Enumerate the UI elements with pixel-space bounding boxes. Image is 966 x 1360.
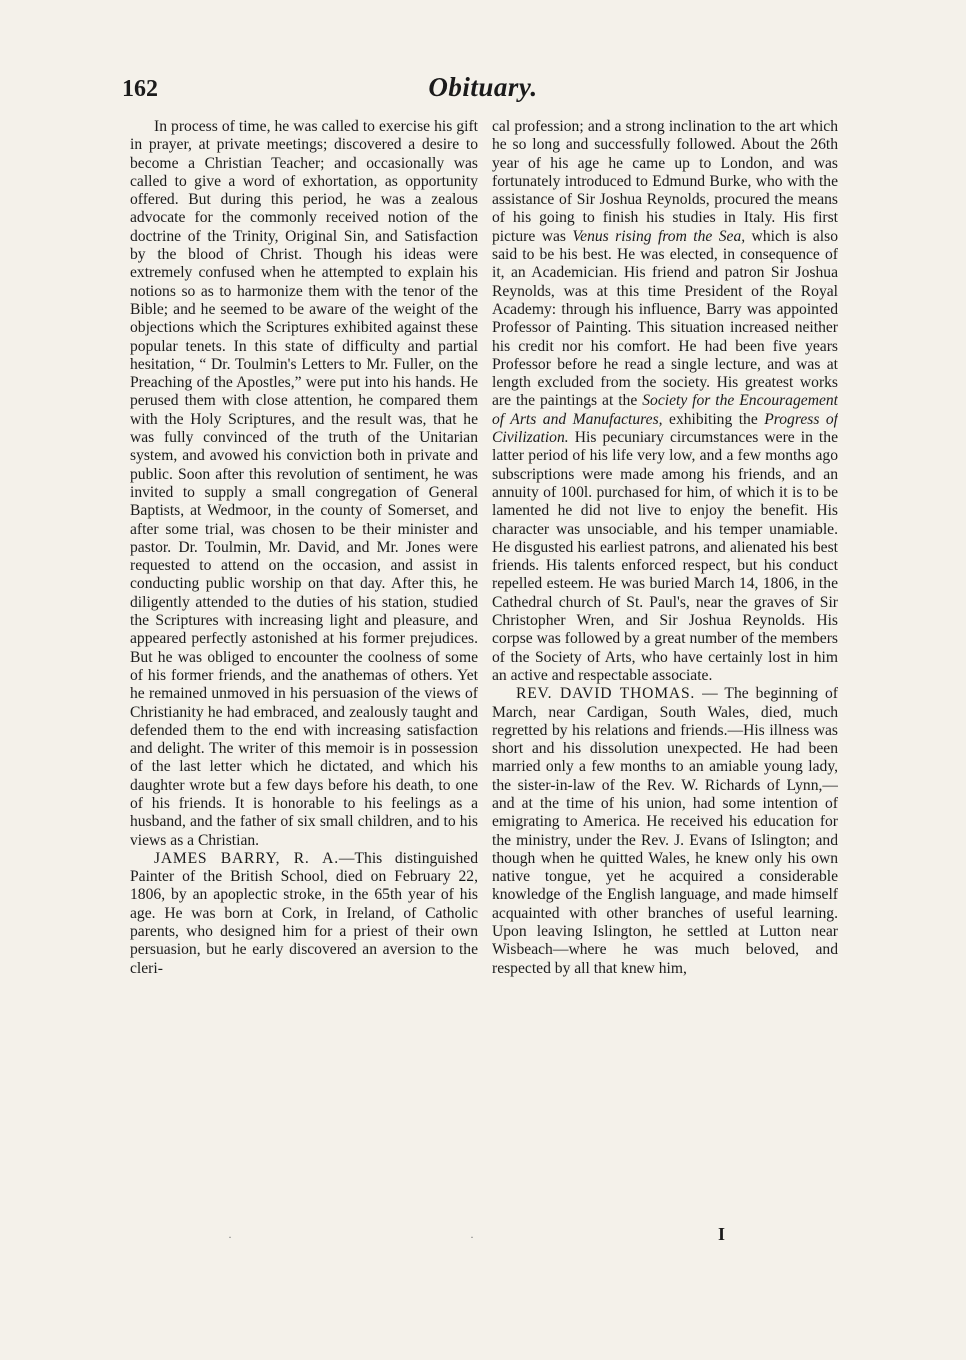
barry-cont-2: which is also said to be his best. He was elected, in consequence of it, an Academician. His friend and patron Sir Joshua Reynolds, was at this time President of the Royal Academy: through his influence, Barry was appointed Professor of Painting. This situation increased neither his credit nor his comfort. He had been five years Professor before he read a single lecture, and was at length excluded from the society. His greatest works are the paintings at the <box>492 227 838 410</box>
left-column <box>130 118 478 1228</box>
paragraph-memoir: In process of time, he was called to exercise his gift in prayer, at private meetings; discovered a desire to become a Christian Teacher; and occasionally was called to give a word of exhortation, as opportunity offered. But during this period, he was a zealous advocate for the commonly received notion of the doctrine of the Trinity, Original Sin, and Satisfaction by the blood of Christ. Though his ideas were extremely confused when he attempted to explain his notions so as to harmonize them with the tenor of the Bible; and he seemed to be aware of the weight of the objections which the Scriptures exhibited against these popular tenets. In this state of difficulty and partial hesitation, “ Dr. Toulmin's Letters to Mr. Fuller, on the Preaching of the Apostles,” were put into his hands. He perused them with close attention, he compared them with the Holy Scriptures, and the result was, that he was fully convinced of the truth of the Unitarian system, and avowed his conviction both in private and public. Soon after this revolution of sentiment, he was invited to supply a small congregation of General Baptists, at Wedmoor, in the county of Somerset, and after some trial, was chosen to be their minister and pastor. Dr. Toulmin, Mr. David, and Mr. Jones were requested to attend on the occasion, and assist in conducting public worship on that day. After this, he diligently attended to the duties of his station, studied the Scriptures with increasing light and pleasure, and appeared perfectly astonished at his former prejudices. But he was obliged to encounter the coolness of some of his former friends, and the anathemas of others. Yet he remained unmoved in his persuasion of the views of Christianity he had embraced, and zealously taught and defended them to the end with increasing satisfaction and delight. The writer of this memoir is in possession of the last letter which he dictated, and which his daughter wrote but a few days before his death, to one of his friends. It is honorable to his feelings as a husband, and the father of six small children, and to his views as a Christian. <box>130 118 478 849</box>
thomas-text: — The beginning of March, near Cardigan, South Wales, died, much regretted by his relations and friends.—His illness was short and his dissolution unexpected. He had been married only a few months to an amiable young lady, the sister-in-law of the Rev. W. Richards of Lynn,—and at the time of his union, had some intention of emigrating to America. He received his education for the ministry, under the Rev. J. Evans of Islington; and though when he quitted Wales, he knew only his own native tongue, yet he acquired a considerable knowledge of the English language, and made himself acquainted with other branches of useful learning. Upon leaving Islington, he settled at Lutton near Wisbeach—where he was much beloved, and respected by all that knew him, <box>492 685 838 977</box>
barry-picture-title: Venus rising from the Sea, <box>572 227 746 245</box>
margin-mark-left: · <box>228 1230 232 1244</box>
barry-cont-1: cal profession; and a strong inclination to the art which he so long and successfully followed. About the 26th year of his age he came up to London, and was fortunately introduced to Edmund Burke, who with the assistance of Sir Joshua Reynolds, procured the means of his going to finish his studies in Italy. His first picture was <box>492 118 838 245</box>
running-head: Obituary. <box>428 72 538 102</box>
barry-cont-4: His pecuniary circumstances were in the latter period of his life very low, and a few months ago subscriptions were made among his friends, and an annuity of 100l. purchased for him, of which it is to be lamented he did not live to enjoy the benefit. His character was unsociable, and his temper unamiable. He disgusted his earliest patrons, and alienated his best friends. His talents enforced respect, but his conduct repelled esteem. He was buried March 14, 1806, in the Cathedral church of St. Paul's, near the graves of Sir Christopher Wren, and Sir Joshua Reynolds. His corpse was followed by a great number of the members of the Society of Arts, who have certainly lost in him an active and respectable associate. <box>492 429 838 684</box>
paragraph-david-thomas <box>492 685 838 978</box>
obituary-name-barry: JAMES BARRY, R. A. <box>154 849 339 867</box>
margin-mark-center: · <box>470 1230 474 1244</box>
obituary-name-thomas: REV. DAVID THOMAS. <box>516 685 696 703</box>
barry-text: —This distinguished Painter of the British School, died on February 22, 1806, by an apoplectic stroke, in the 65th year of his age. He was born at Cork, in Ireland, of Catholic parents, who designed him for a priest of their own persuasion, but he early discovered an aversion to the cleri- <box>130 849 478 977</box>
page-header <box>0 72 966 106</box>
right-column <box>492 118 838 1228</box>
page-number: 162 <box>122 76 158 102</box>
barry-cont-3: exhibiting the <box>662 410 765 428</box>
paragraph-barry-continued <box>492 118 838 685</box>
paragraph-james-barry <box>130 850 478 978</box>
barry-society-name: Society for the Encouragement of Arts and Manufactures, <box>492 392 838 428</box>
signature-mark: I <box>718 1224 726 1244</box>
barry-progress-title: Progress of Civilization. <box>492 410 838 447</box>
